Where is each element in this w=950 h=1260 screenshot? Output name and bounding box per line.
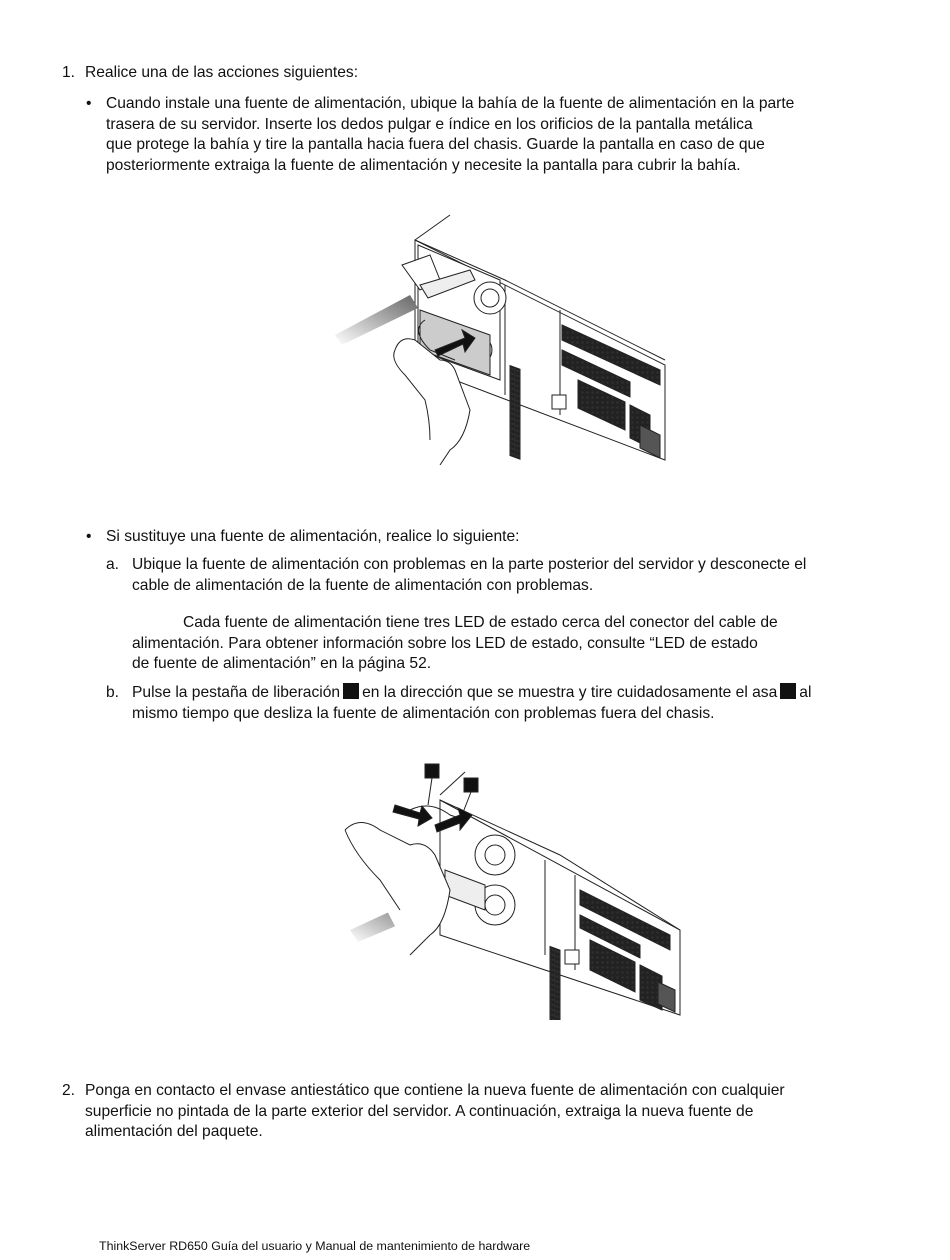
bullet-1-line: posteriormente extraiga la fuente de alimentación y necesite la pantalla para cubrir la bahía. [106, 156, 741, 174]
substep-a-line: Ubique la fuente de alimentación con problemas en la parte posterior del servidor y desconecte el [132, 556, 807, 573]
figure-remove-power-supply [340, 760, 685, 1020]
bullet-1-paragraph [106, 94, 794, 176]
step-2-line: alimentación del paquete. [85, 1123, 263, 1140]
substep-a-paragraph [132, 555, 806, 596]
bullet-dot: • [86, 528, 92, 545]
bullet-1-line: que protege la bahía y tire la pantalla hacia fuera del chasis. Guarde la pantalla en caso de que [106, 136, 765, 153]
note-line: de fuente de alimentación” en la página 52. [132, 655, 432, 672]
bullet-dot: • [86, 95, 92, 112]
bullet-1-line: Cuando instale una fuente de alimentación, ubique la bahía de la fuente de alimentación en la parte [106, 95, 795, 112]
substep-b-text: Pulse la pestaña de liberación [132, 684, 341, 701]
bullet-1-line: trasera de su servidor. Inserte los dedos pulgar e índice en los orificios de la pantalla metálica [106, 115, 753, 133]
note-line: Cada fuente de alimentación tiene tres LED de estado cerca del conector del cable de [183, 614, 778, 631]
step-1-number: 1. [62, 64, 76, 81]
page-footer: ThinkServer RD650 Guía del usuario y Manual de mantenimiento de hardware [99, 1239, 531, 1253]
step-2-line: superficie no pintada de la parte exterior del servidor. A continuación, extraiga la nueva fuente de [85, 1102, 754, 1120]
callout-2-icon [780, 683, 796, 699]
substep-b-text: en la dirección que se muestra y tire cuidadosamente el asa [362, 684, 778, 701]
substep-a-marker: a. [106, 556, 120, 573]
substep-b-line [132, 683, 811, 704]
bullet-2-text: Si sustituye una fuente de alimentación, realice lo siguiente: [106, 528, 520, 545]
callout-1-marker [425, 764, 439, 778]
note-line: alimentación. Para obtener información sobre los LED de estado, consulte “LED de estado [132, 634, 758, 652]
substep-b-marker: b. [106, 684, 120, 701]
callout-2-marker [464, 778, 478, 792]
substep-b-text: al [799, 684, 812, 701]
note-paragraph [132, 613, 778, 675]
step-2-paragraph [85, 1081, 785, 1143]
step-2-line: Ponga en contacto el envase antiestático que contiene la nueva fuente de alimentación con cualquier [85, 1082, 785, 1099]
substep-b-line: mismo tiempo que desliza la fuente de alimentación con problemas fuera del chasis. [132, 704, 715, 722]
substep-a-line: cable de alimentación de la fuente de alimentación con problemas. [132, 576, 594, 594]
step-1-text: Realice una de las acciones siguientes: [85, 64, 359, 81]
step-2-number: 2. [62, 1082, 76, 1099]
callout-1-icon [343, 683, 359, 699]
figure-remove-shield [330, 210, 675, 465]
substep-b-paragraph [132, 683, 811, 724]
